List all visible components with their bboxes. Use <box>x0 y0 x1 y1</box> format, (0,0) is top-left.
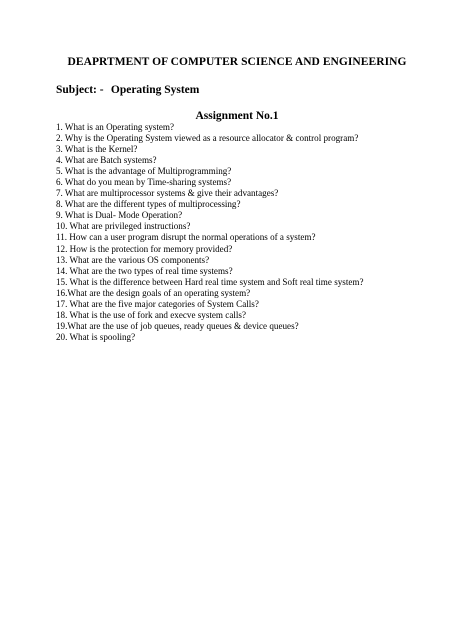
assignment-title: Assignment No.1 <box>195 110 279 122</box>
question-item: 3. What is the Kernel? <box>56 144 138 155</box>
question-item: 11. How can a user program disrupt the normal operations of a system? <box>56 232 316 243</box>
question-item: 8. What are the different types of multiprocessing? <box>56 199 241 210</box>
question-item: 6. What do you mean by Time-sharing systems? <box>56 177 232 188</box>
question-item: 4. What are Batch systems? <box>56 155 157 166</box>
question-item: 16.What are the design goals of an operating system? <box>56 287 251 298</box>
subject-value: Operating System <box>110 84 200 96</box>
question-item: 18. What is the use of fork and execve system calls? <box>56 309 246 320</box>
question-item: 5. What is the advantage of Multiprogramming? <box>56 166 232 177</box>
question-item: 15. What is the difference between Hard real time system and Soft real time system? <box>56 276 364 287</box>
question-item: 7. What are multiprocessor systems & give their advantages? <box>56 188 279 199</box>
question-list <box>56 122 364 343</box>
question-item: 1. What is an Operating system? <box>56 122 175 132</box>
question-item: 19.What are the use of job queues, ready queues & device queues? <box>56 320 299 331</box>
department-heading: DEAPRTMENT OF COMPUTER SCIENCE AND ENGINEERING <box>67 56 407 68</box>
question-item: 10. What are privileged instructions? <box>56 221 191 232</box>
subject-line <box>56 84 199 96</box>
question-item: 14. What are the two types of real time systems? <box>56 265 233 276</box>
subject-label: Subject: - <box>56 84 104 96</box>
question-item: 9. What is Dual- Mode Operation? <box>56 210 183 221</box>
question-item: 17. What are the five major categories of System Calls? <box>56 298 259 309</box>
question-item: 12. How is the protection for memory provided? <box>56 243 233 254</box>
question-item: 2. Why is the Operating System viewed as a resource allocator & control program? <box>56 133 359 144</box>
question-item: 13. What are the various OS components? <box>56 254 210 265</box>
question-item: 20. What is spooling? <box>56 331 136 342</box>
